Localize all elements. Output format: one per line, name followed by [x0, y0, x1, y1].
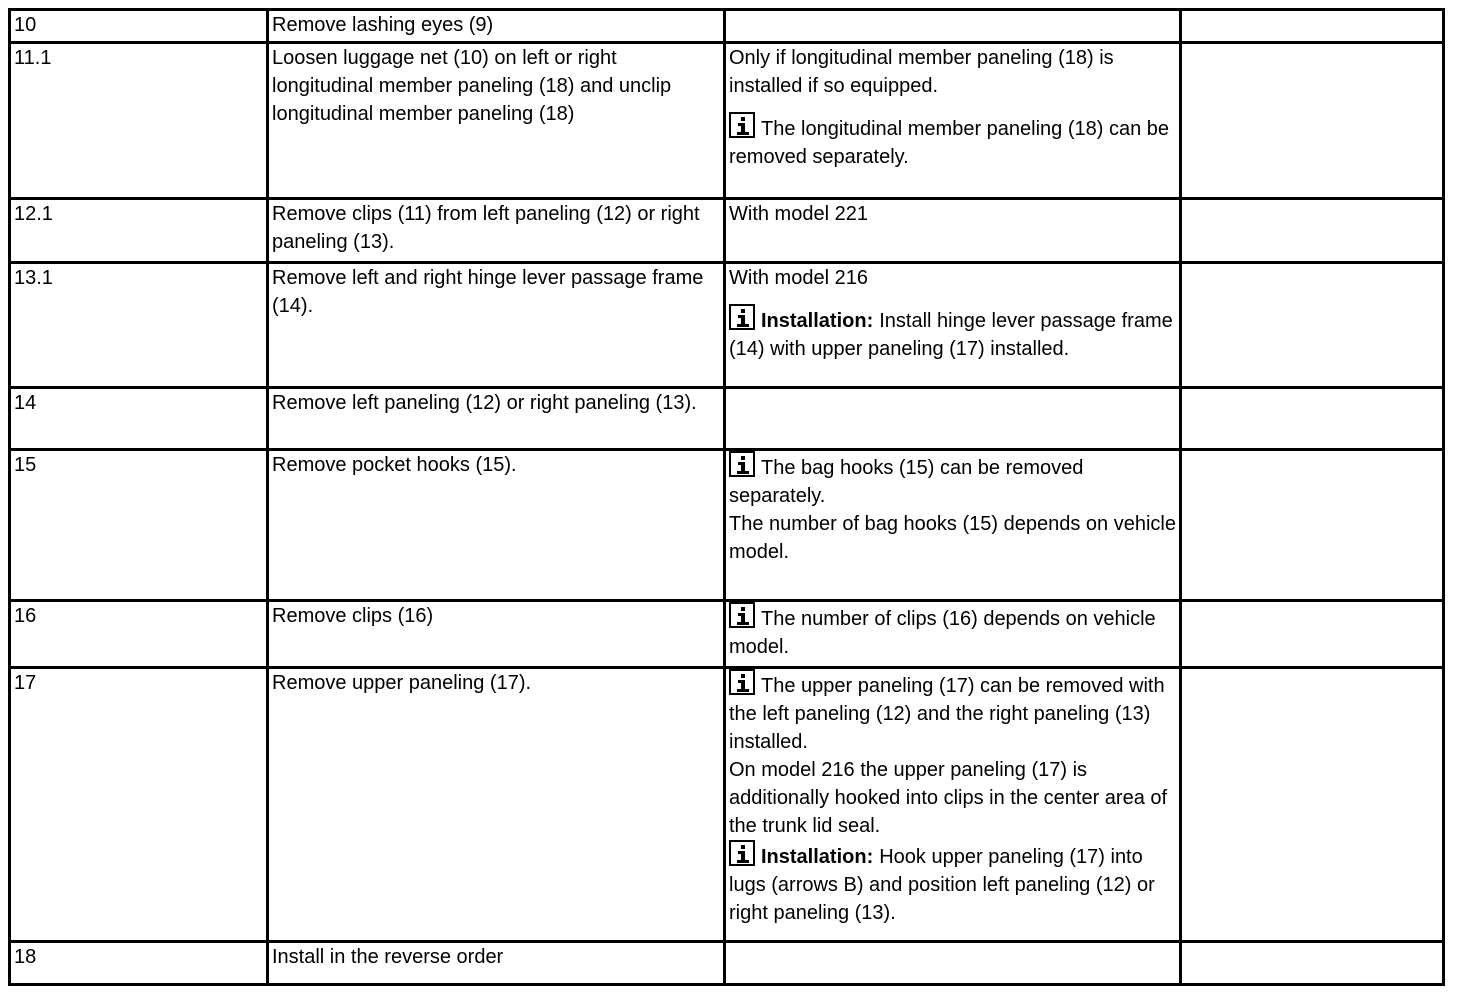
table-row [10, 10, 1444, 43]
notes-cell [725, 601, 1181, 668]
step-cell: 11.1 [10, 43, 268, 199]
note-text: With model 216 [729, 267, 868, 289]
notes-cell [725, 263, 1181, 388]
note-paragraph [729, 200, 1176, 228]
notes-cell [725, 10, 1181, 43]
table-row [10, 668, 1444, 942]
step-cell: 12.1 [10, 199, 268, 263]
note-text: The longitudinal member paneling (18) can be removed separately. [729, 118, 1170, 168]
info-icon [729, 602, 755, 628]
note-text: The bag hooks (15) can be removed separately. [729, 457, 1084, 507]
note-text: On model 216 the upper paneling (17) is additionally hooked into clips in the center area of the trunk lid seal. [729, 759, 1168, 837]
step-cell: 18 [10, 942, 268, 985]
extra-cell [1181, 942, 1444, 985]
note-paragraph [729, 264, 1176, 292]
note-text: Hook upper paneling (17) into lugs (arrows B) and position left paneling (12) or right paneling (13). [729, 846, 1155, 924]
note-text: The number of clips (16) depends on vehicle model. [729, 608, 1156, 658]
action-cell: Remove upper paneling (17). [268, 668, 725, 942]
action-cell: Remove lashing eyes (9) [268, 10, 725, 43]
action-cell: Loosen luggage net (10) on left or right longitudinal member paneling (18) and unclip longitudinal member paneling (18) [268, 43, 725, 199]
info-icon [729, 112, 755, 138]
extra-cell [1181, 388, 1444, 450]
action-cell: Install in the reverse order [268, 942, 725, 985]
note-paragraph [729, 451, 1176, 510]
notes-cell [725, 43, 1181, 199]
table-row [10, 450, 1444, 601]
info-icon [729, 451, 755, 477]
step-cell: 14 [10, 388, 268, 450]
info-icon [729, 669, 755, 695]
note-paragraph [729, 602, 1176, 661]
note-text: Install hinge lever passage frame (14) with upper paneling (17) installed. [729, 310, 1173, 360]
step-cell: 13.1 [10, 263, 268, 388]
action-cell: Remove left and right hinge lever passage frame (14). [268, 263, 725, 388]
action-cell: Remove left paneling (12) or right paneling (13). [268, 388, 725, 450]
info-icon [729, 840, 755, 866]
step-cell: 16 [10, 601, 268, 668]
table-row [10, 43, 1444, 199]
step-cell: 17 [10, 668, 268, 942]
note-paragraph [729, 44, 1176, 100]
table-row [10, 199, 1444, 263]
note-paragraph [729, 510, 1176, 566]
procedure-table-body [10, 10, 1444, 985]
note-text: The number of bag hooks (15) depends on vehicle model. [729, 513, 1176, 563]
action-cell: Remove pocket hooks (15). [268, 450, 725, 601]
note-paragraph [729, 304, 1176, 363]
step-cell: 10 [10, 10, 268, 43]
note-text: With model 221 [729, 203, 868, 225]
extra-cell [1181, 601, 1444, 668]
table-row [10, 263, 1444, 388]
action-cell: Remove clips (16) [268, 601, 725, 668]
extra-cell [1181, 668, 1444, 942]
extra-cell [1181, 450, 1444, 601]
table-row [10, 601, 1444, 668]
installation-label: Installation: [761, 310, 874, 332]
notes-cell [725, 199, 1181, 263]
action-cell: Remove clips (11) from left paneling (12) or right paneling (13). [268, 199, 725, 263]
table-row [10, 388, 1444, 450]
info-icon [729, 304, 755, 330]
step-cell: 15 [10, 450, 268, 601]
note-paragraph [729, 112, 1176, 171]
installation-label: Installation: [761, 846, 874, 868]
note-paragraph [729, 840, 1176, 927]
note-text: Only if longitudinal member paneling (18) is installed if so equipped. [729, 47, 1114, 97]
notes-cell [725, 942, 1181, 985]
notes-cell [725, 388, 1181, 450]
note-paragraph [729, 756, 1176, 840]
extra-cell [1181, 263, 1444, 388]
notes-cell [725, 450, 1181, 601]
extra-cell [1181, 199, 1444, 263]
extra-cell [1181, 10, 1444, 43]
note-text: The upper paneling (17) can be removed with the left paneling (12) and the right paneling (13) installed. [729, 675, 1165, 753]
procedure-table [8, 8, 1445, 986]
note-paragraph [729, 669, 1176, 756]
table-row [10, 942, 1444, 985]
notes-cell [725, 668, 1181, 942]
extra-cell [1181, 43, 1444, 199]
